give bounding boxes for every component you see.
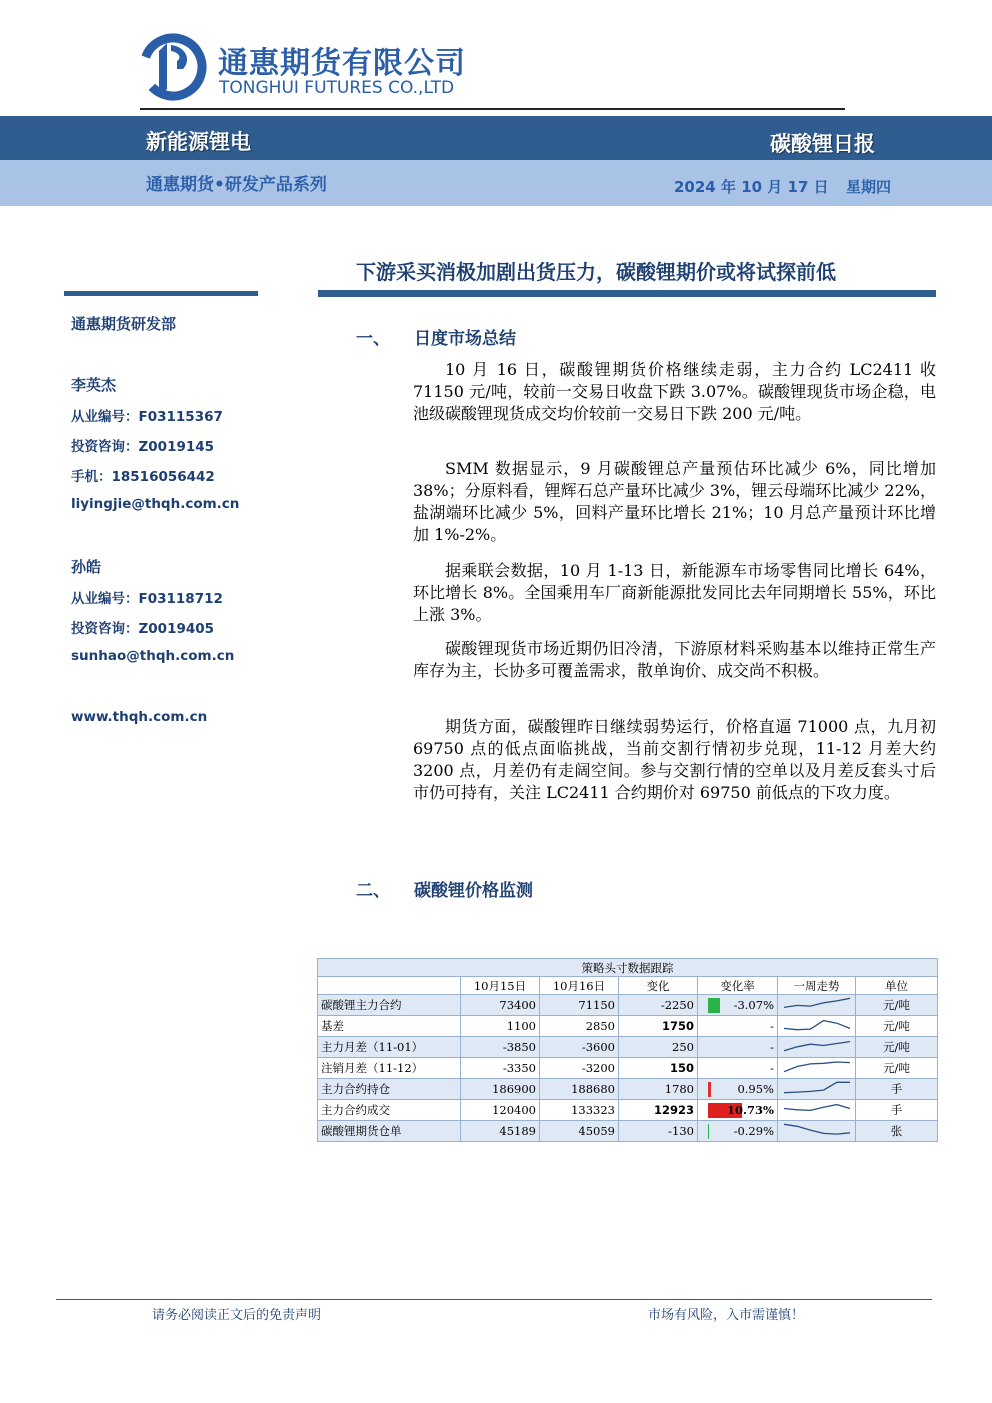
value-oct15: 120400 (461, 1100, 540, 1121)
unit: 元/吨 (856, 1016, 938, 1037)
weekly-trend (778, 1121, 856, 1142)
sparkline (778, 1016, 856, 1033)
unit: 元/吨 (856, 1058, 938, 1079)
company-name-en: TONGHUI FUTURES CO.,LTD (219, 78, 455, 98)
value-oct16: -3600 (540, 1037, 619, 1058)
value-change: -2250 (619, 995, 698, 1016)
table-header: 变化 (619, 977, 698, 995)
section-1-number: 一、 (356, 329, 390, 349)
value-oct15: 73400 (461, 995, 540, 1016)
risk-warning: 市场有风险，入市需谨慎！ (648, 1308, 805, 1323)
row-name: 基差 (318, 1016, 461, 1037)
paragraph: 10 月 16 日，碳酸锂期货价格继续走弱，主力合约 LC2411 收 71150 元/吨，较前一交易日收盘下跌 3.07%。碳酸锂现货市场企稳，电池级碳酸锂现货成交均价较前一交易日下跌 200 元/吨。 (413, 360, 936, 423)
analyst-1-phone: 手机：18516056442 (71, 469, 215, 485)
table-header: 单位 (856, 977, 938, 995)
sparkline (778, 1079, 856, 1096)
change-rate-value: -3.07% (733, 997, 774, 1012)
table-header: 10月15日 (461, 977, 540, 995)
sparkline (778, 1037, 856, 1054)
value-oct15: 45189 (461, 1121, 540, 1142)
change-rate-value: - (770, 1060, 774, 1075)
research-dept: 通惠期货研发部 (71, 315, 177, 333)
report-category: 新能源锂电 (146, 130, 251, 154)
value-oct15: 186900 (461, 1079, 540, 1100)
analyst-1-name: 李英杰 (71, 376, 117, 394)
table-header: 一周走势 (778, 977, 856, 995)
paragraph: 期货方面，碳酸锂昨日继续弱势运行，价格直逼 71000 点，九月初 69750 点的低点面临挑战，当前交割行情初步兑现，11-12 月差大约 3200 点，月差仍有走阔空间。参与交割行情的空单以及月差反套头寸后市仍可持有，关注 LC2411 合约期价对 69750 前低点的下攻力度。 (413, 717, 936, 802)
section-2-title: 碳酸锂价格监测 (414, 881, 533, 901)
row-name: 注销月差（11-12） (318, 1058, 461, 1079)
value-oct15: -3850 (461, 1037, 540, 1058)
change-rate (698, 995, 778, 1016)
analyst-1-consult: 投资咨询：Z0019145 (71, 439, 215, 455)
page-title: 下游采买消极加剧出货压力，碳酸锂期价或将试探前低 (356, 260, 836, 284)
change-rate (698, 1100, 778, 1121)
sparkline-line (784, 1062, 850, 1072)
change-rate-value: - (770, 1018, 774, 1033)
section-1-title: 日度市场总结 (414, 329, 516, 349)
value-change: -130 (619, 1121, 698, 1142)
table-title: 策略头寸数据跟踪 (318, 959, 938, 977)
change-rate (698, 1058, 778, 1079)
sidebar-divider (64, 291, 258, 296)
table-row (318, 995, 938, 1016)
weekly-trend (778, 1100, 856, 1121)
value-oct16: 45059 (540, 1121, 619, 1142)
disclaimer-note[interactable]: 请务必阅读正文后的免责声明 (152, 1308, 322, 1323)
analyst-2-name: 孙皓 (71, 558, 102, 576)
change-rate-value: -0.29% (733, 1123, 774, 1138)
change-rate (698, 1079, 778, 1100)
website-link[interactable]: www.thqh.com.cn (71, 709, 208, 725)
table-row (318, 1058, 938, 1079)
report-date: 2024 年 10 月 17 日 (674, 178, 829, 196)
weekly-trend (778, 1079, 856, 1100)
weekly-trend (778, 1037, 856, 1058)
change-rate-value: 10.73% (727, 1102, 774, 1117)
change-rate (698, 1016, 778, 1037)
value-oct15: 1100 (461, 1016, 540, 1037)
unit: 元/吨 (856, 1037, 938, 1058)
value-change: 1750 (619, 1016, 698, 1037)
change-rate-value: - (770, 1039, 774, 1054)
sparkline-line (784, 1105, 850, 1111)
paragraph: 碳酸锂现货市场近期仍旧冷清，下游原材料采购基本以维持正常生产库存为主，长协多可覆盖需求，散单询价、成交尚不积极。 (413, 639, 936, 680)
company-logo (137, 31, 209, 103)
weekly-trend (778, 1016, 856, 1037)
company-name-cn: 通惠期货有限公司 (218, 46, 466, 81)
sparkline (778, 1058, 856, 1075)
value-change: 150 (619, 1058, 698, 1079)
analyst-2-license: 从业编号：F03118712 (71, 591, 223, 607)
change-rate (698, 1121, 778, 1142)
analyst-2-consult: 投资咨询：Z0019405 (71, 621, 215, 637)
report-type: 碳酸锂日报 (770, 132, 875, 156)
report-series: 通惠期货•研发产品系列 (146, 175, 327, 195)
row-name: 主力合约成交 (318, 1100, 461, 1121)
value-change: 1780 (619, 1079, 698, 1100)
row-name: 碳酸锂主力合约 (318, 995, 461, 1016)
value-oct16: 133323 (540, 1100, 619, 1121)
table-row (318, 1121, 938, 1142)
table-row (318, 1016, 938, 1037)
unit: 手 (856, 1079, 938, 1100)
sparkline-line (784, 998, 850, 1007)
table-header (318, 977, 461, 995)
table-header: 变化率 (698, 977, 778, 995)
sparkline-line (784, 1021, 850, 1030)
row-name: 主力月差（11-01） (318, 1037, 461, 1058)
analyst-1-email[interactable]: liyingjie@thqh.com.cn (71, 496, 240, 512)
value-oct16: 2850 (540, 1016, 619, 1037)
paragraph: SMM 数据显示，9 月碳酸锂总产量预估环比减少 6%，同比增加 38%；分原料看，锂辉石总产量环比减少 3%，锂云母端环比减少 22%，盐湖端环比减少 5%，回料产量环比增长 21%；10 月总产量预计环比增加 1%-2%。 (413, 459, 936, 544)
sparkline (778, 1121, 856, 1138)
value-oct16: -3200 (540, 1058, 619, 1079)
value-change: 12923 (619, 1100, 698, 1121)
table-row (318, 1037, 938, 1058)
row-name: 碳酸锂期货仓单 (318, 1121, 461, 1142)
paragraph: 据乘联会数据，10 月 1-13 日，新能源车市场零售同比增长 64%，环比增长 8%。全国乘用车厂商新能源批发同比去年同期增长 55%，环比上涨 3%。 (413, 561, 936, 624)
header-divider (140, 108, 845, 110)
table-header: 10月16日 (540, 977, 619, 995)
footer-divider (56, 1299, 932, 1300)
sparkline (778, 995, 856, 1012)
sparkline (778, 1100, 856, 1117)
headline-divider (318, 290, 936, 297)
report-weekday: 星期四 (846, 178, 892, 196)
value-oct16: 188680 (540, 1079, 619, 1100)
unit: 元/吨 (856, 995, 938, 1016)
price-monitor-table (317, 958, 938, 1142)
table-row (318, 1100, 938, 1121)
value-oct16: 71150 (540, 995, 619, 1016)
section-2-number: 二、 (356, 881, 390, 901)
table-row (318, 1079, 938, 1100)
weekly-trend (778, 1058, 856, 1079)
change-rate-value: 0.95% (737, 1081, 774, 1096)
unit: 手 (856, 1100, 938, 1121)
analyst-1-license: 从业编号：F03115367 (71, 409, 223, 425)
sparkline-line (784, 1124, 850, 1134)
value-change: 250 (619, 1037, 698, 1058)
analyst-2-email[interactable]: sunhao@thqh.com.cn (71, 648, 235, 664)
unit: 张 (856, 1121, 938, 1142)
value-oct15: -3350 (461, 1058, 540, 1079)
row-name: 主力合约持仓 (318, 1079, 461, 1100)
weekly-trend (778, 995, 856, 1016)
sparkline-line (784, 1042, 850, 1051)
sparkline-line (784, 1082, 850, 1092)
change-rate (698, 1037, 778, 1058)
